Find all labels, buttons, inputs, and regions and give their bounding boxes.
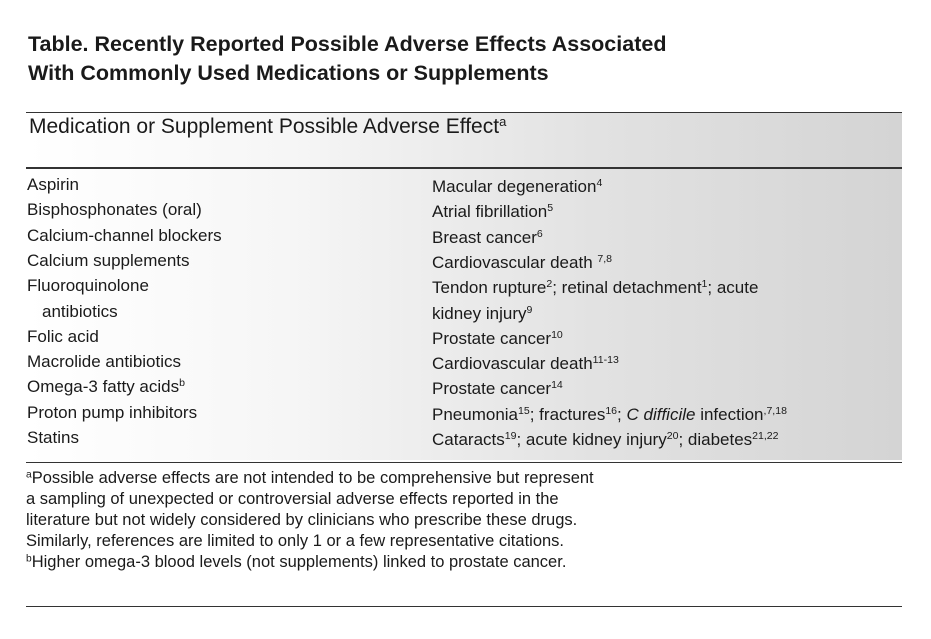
- reference-citation: 7,8: [597, 253, 613, 266]
- reference-citation: 20: [666, 430, 679, 443]
- row-adverse-effect: Atrial fibrillation$^5$: [432, 202, 554, 222]
- footnote-a-line: a sampling of unexpected or controversial adverse effects reported in the: [26, 490, 559, 508]
- row-medication: Statins: [27, 428, 79, 447]
- row-adverse-effect: kidney injury$^9$: [432, 303, 533, 323]
- row-adverse-effect: Cardiovascular death$^{11-13}$: [432, 354, 619, 374]
- reference-citation: 14: [551, 379, 563, 392]
- row-adverse-effect: Pneumonia$^{15}$; fractures$^{16}$; C difficile infection$^{,7,18}$: [432, 404, 787, 424]
- row-adverse-effect: Macular degeneration$^4$: [432, 177, 603, 196]
- row-adverse-effect: Prostate cancer$^{10}$: [432, 328, 563, 348]
- header-col-medication: Medication or Supplement: [29, 115, 273, 138]
- reference-citation: ,7,18: [763, 404, 787, 417]
- medication-footnote-mark: b: [179, 377, 185, 390]
- header-col-effect: Possible Adverse Effect$^a$: [278, 113, 507, 138]
- row-medication: Calcium-channel blockers: [27, 225, 222, 245]
- title-line-2: With Commonly Used Medications or Supplements: [28, 61, 549, 85]
- reference-citation: 1: [701, 278, 708, 291]
- row-adverse-effect: Cardiovascular death $^{7,8}$: [432, 252, 613, 272]
- row-medication: Omega-3 fatty acids$^b$: [27, 377, 185, 397]
- header-rule: [26, 167, 902, 169]
- title-line-1: Table. Recently Reported Possible Adverse Effects Associated: [28, 32, 667, 56]
- footnote-a-line: $^a$Possible adverse effects are not intended to be comprehensive but represent: [26, 469, 594, 487]
- row-adverse-effect: Prostate cancer$^{14}$: [432, 379, 563, 399]
- table-header: [29, 115, 506, 139]
- footnote-a-line: literature but not widely considered by clinicians who prescribe these drugs.: [26, 511, 578, 529]
- row-adverse-effect: Tendon rupture$^2$; retinal detachment$^1$; acute: [432, 278, 759, 298]
- row-medication: Macrolide antibiotics: [27, 352, 182, 372]
- reference-citation: 10: [551, 329, 563, 341]
- row-medication: Fluoroquinolone: [27, 276, 149, 296]
- footnote-b: $^b$Higher omega-3 blood levels (not supplements) linked to prostate cancer.: [26, 553, 567, 571]
- row-medication: Folic acid: [27, 326, 99, 346]
- row-adverse-effect: Breast cancer$^6$: [432, 227, 543, 247]
- end-rule: [26, 606, 902, 607]
- row-medication: Aspirin: [27, 175, 79, 194]
- reference-citation: 15: [518, 404, 530, 417]
- footnote-a-line: Similarly, references are limited to only 1 or a few representative citations.: [26, 532, 565, 550]
- reference-citation: 21,22: [752, 430, 779, 443]
- row-medication: Bisphosphonates (oral): [27, 200, 202, 220]
- bottom-rule: [26, 462, 902, 463]
- row-medication: Calcium supplements: [27, 250, 190, 270]
- reference-citation: 5: [547, 202, 554, 215]
- reference-citation: 11-13: [592, 354, 619, 367]
- footnote-a: [26, 468, 594, 573]
- header-footnote-mark: a: [499, 113, 507, 129]
- footnote-b-mark: b: [26, 553, 32, 565]
- row-adverse-effect: Cataracts$^{19}$; acute kidney injury$^{20}$; diabetes$^{21,22}$: [432, 430, 779, 449]
- row-medication: antibiotics: [42, 301, 118, 321]
- reference-citation: 16: [605, 404, 618, 417]
- reference-citation: 4: [596, 177, 603, 190]
- reference-citation: 6: [536, 227, 543, 240]
- reference-citation: 2: [546, 278, 553, 291]
- row-medication: Proton pump inhibitors: [27, 402, 198, 422]
- reference-citation: 9: [526, 303, 533, 316]
- reference-citation: 19: [504, 430, 517, 443]
- footnote-a-mark: a: [26, 469, 32, 481]
- table-title: [28, 30, 666, 88]
